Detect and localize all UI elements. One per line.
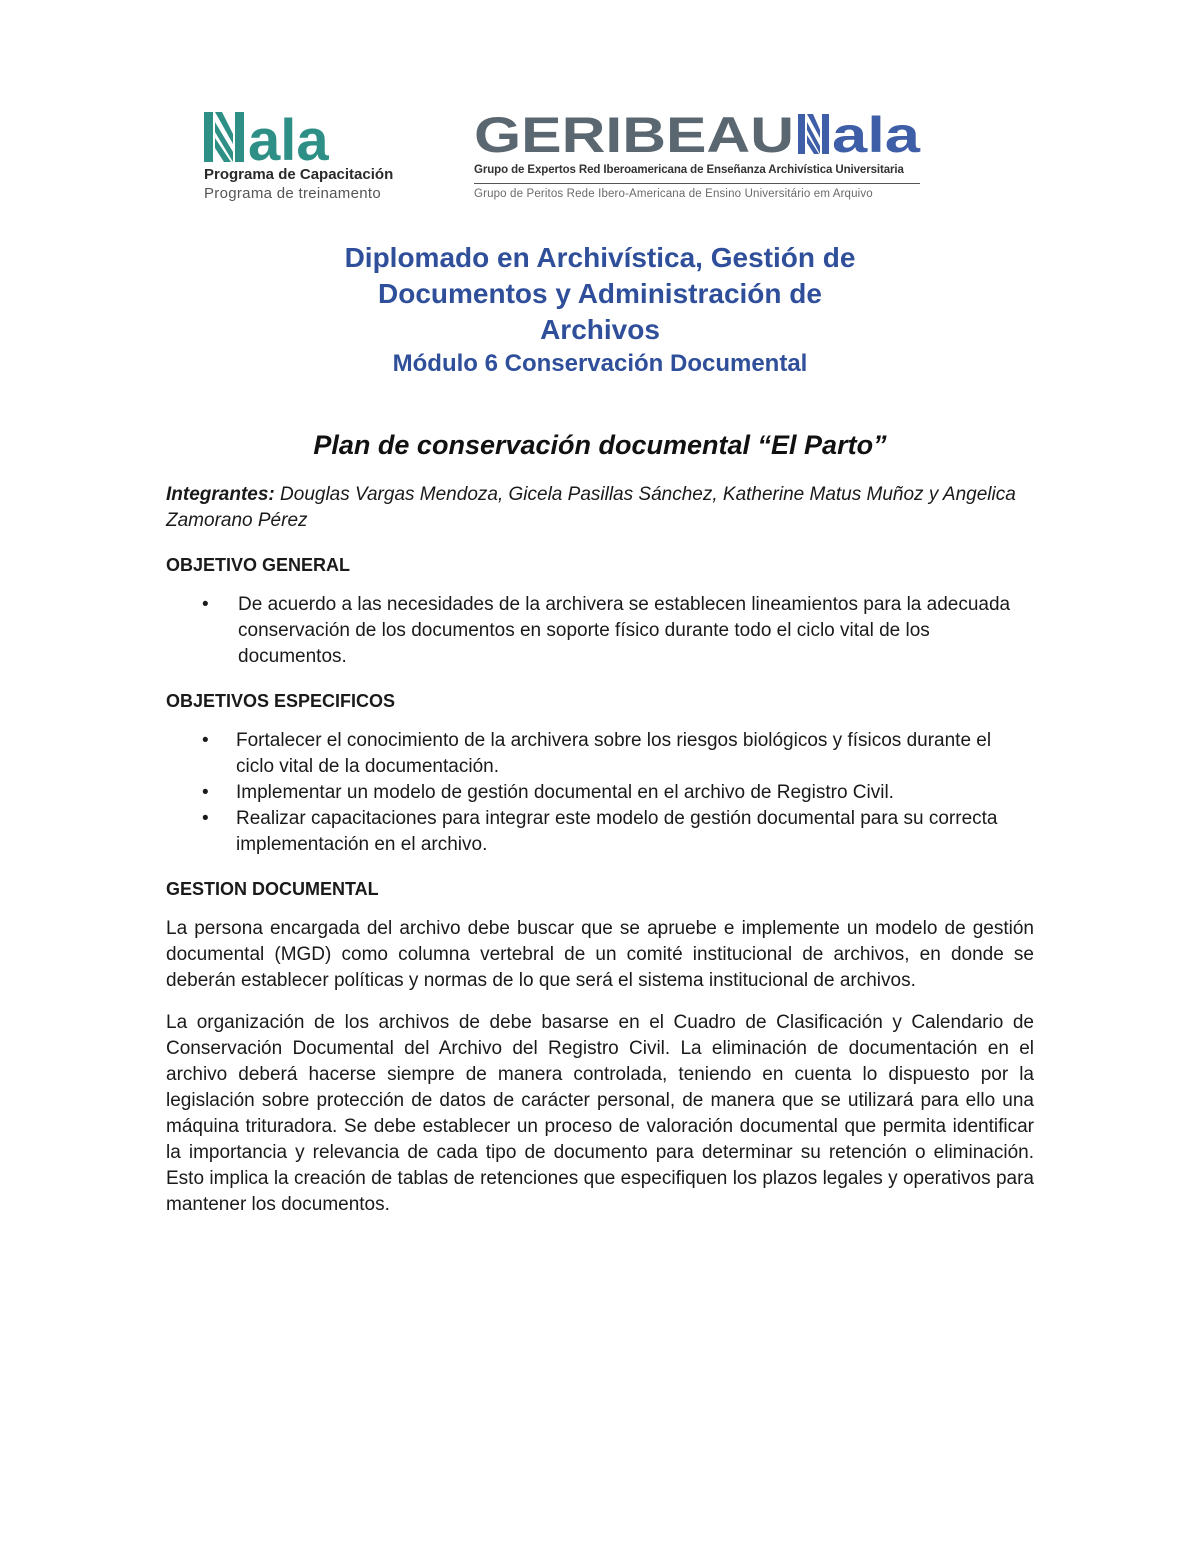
specific-objectives-list [166, 728, 1034, 858]
list-item: • Implementar un modelo de gestión documental en el archivo de Registro Civil. [166, 780, 1034, 806]
svg-text:ala: ala [832, 108, 922, 158]
ala-logo [204, 108, 394, 204]
geribeau-logo-mark [474, 108, 922, 158]
list-item: • Fortalecer el conocimiento de la archivera sobre los riesgos biológicos y físicos durante el ciclo vital de la documentación. [166, 728, 1034, 780]
diploma-title-line-3: Archivos [540, 314, 660, 345]
general-objective-list [166, 592, 1034, 670]
document-management-paragraph: La organización de los archivos de debe basarse en el Cuadro de Clasificación y Calendario de Conservación Documental del Archivo del Registro Civil. La eliminación de documentación en el archivo deberá hacerse siempre de manera controlada, teniendo en cuenta lo dispuesto por la legislación sobre protección de datos de carácter personal, de manera que se utilizará para ello una máquina trituradora. Se debe establecer un proceso de valoración documental que permita identificar la importancia y relevancia de cada tipo de documento para determinar su retención o eliminación. Esto implica la creación de tablas de retenciones que especifiquen los plazos legales y operativos para mantener los documentos. [166, 1012, 1034, 1215]
document-management-heading: GESTION DOCUMENTAL [166, 879, 379, 899]
geribeau-logo-subtitle-es: Grupo de Expertos Red Iberoamericana de Enseñanza Archivística Universitaria [474, 164, 904, 176]
geribeau-logo-divider [474, 183, 920, 184]
svg-text:ala: ala [248, 108, 329, 166]
specific-objectives-heading: OBJETIVOS ESPECIFICOS [166, 691, 396, 711]
module-title: Módulo 6 Conservación Documental [392, 350, 808, 377]
document-body [166, 482, 1034, 1218]
svg-text:GERIBEAU: GERIBEAU [474, 108, 794, 158]
geribeau-logo [474, 108, 924, 204]
members-label: Integrantes: [166, 484, 275, 505]
members-paragraph [166, 482, 1034, 534]
list-item: • De acuerdo a las necesidades de la archivera se establecen lineamientos para la adecuada conservación de los documentos en soporte físico durante todo el ciclo vital de los documentos. [166, 592, 1034, 670]
document-title-block [200, 240, 1000, 380]
ala-logo-mark [204, 108, 374, 166]
list-item: • Realizar capacitaciones para integrar este modelo de gestión documental para su correcta implementación en el archivo. [166, 806, 1034, 858]
document-management-paragraph: La persona encargada del archivo debe buscar que se apruebe e implemente un modelo de gestión documental (MGD) como columna vertebral de un comité institucional de archivos, en donde se deberán establecer políticas y normas de lo que será el sistema institucional de archivos. [166, 918, 1034, 991]
geribeau-logo-subtitle-pt: Grupo de Peritos Rede Ibero-Americana de Ensino Universitário em Arquivo [474, 188, 873, 200]
general-objective-heading: OBJETIVO GENERAL [166, 555, 351, 575]
plan-title: Plan de conservación documental “El Parto” [313, 430, 887, 460]
diploma-title-line-2: Documentos y Administración de [378, 278, 822, 309]
ala-logo-subtitle-es: Programa de Capacitación [204, 166, 394, 183]
ala-logo-subtitle-pt: Programa de treinamento [204, 185, 381, 202]
members-names: Douglas Vargas Mendoza, Gicela Pasillas Sánchez, Katherine Matus Muñoz y Angelica Zamorano Pérez [166, 484, 1016, 531]
diploma-title-line-1: Diplomado en Archivística, Gestión de [344, 242, 856, 273]
